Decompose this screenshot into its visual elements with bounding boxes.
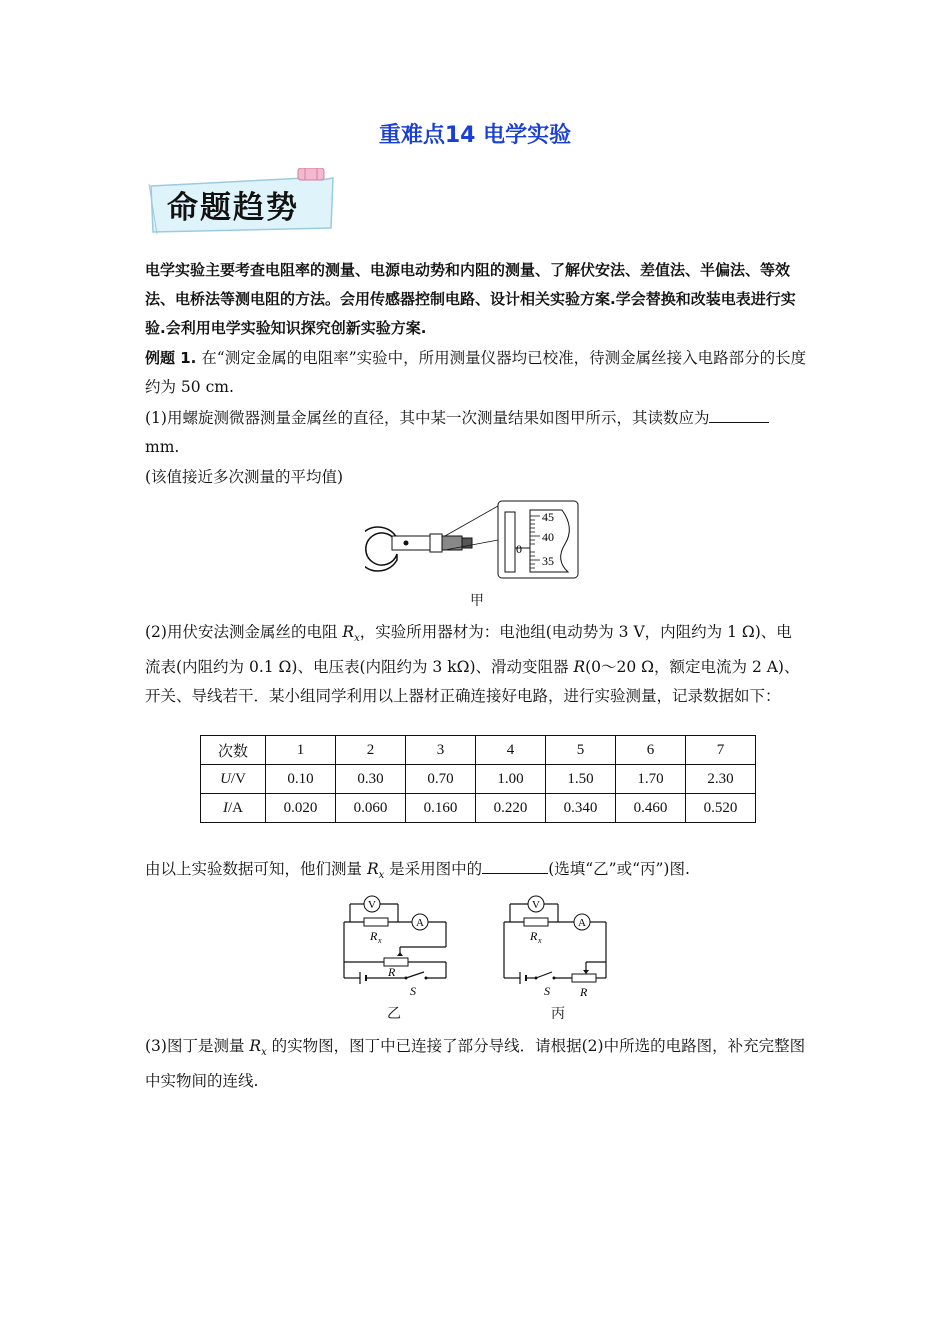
rx-subscript: x — [261, 1047, 267, 1059]
question-2-followup — [145, 855, 807, 890]
question-3-text-a: (3)图丁是测量 — [145, 1037, 250, 1055]
rheostat-label: R — [580, 985, 588, 999]
question-2-text-b: ，实验所用器材为：电池组(电动势为 3 V，内阻约为 1 Ω)、电流表(内阻约为 0.1 Ω)、电压表(内阻约为 3 kΩ)、滑动变阻器 — [145, 623, 792, 677]
question-1-unit: mm. — [145, 438, 180, 456]
rx-subscript: x — [354, 633, 360, 645]
table-cell: 1.50 — [546, 765, 616, 794]
question-2-text-c: (0～20 Ω，额定电流为 2 A)、开关、导线若干．某小组同学利用以上器材正确连接好电路，进行实验测量，记录数据如下： — [145, 658, 800, 706]
micrometer-thimble — [442, 536, 462, 550]
table-cell: 2.30 — [686, 765, 756, 794]
voltmeter-label: V — [532, 899, 540, 911]
table-cell: 0.30 — [336, 765, 406, 794]
table-row — [201, 765, 756, 794]
table-cell: 1.70 — [616, 765, 686, 794]
rx-label-sub: x — [378, 936, 382, 945]
voltmeter-label: V — [368, 899, 376, 911]
figure-caption-yi: 乙 — [387, 1006, 401, 1022]
table-cell: 7 — [686, 736, 756, 765]
circuit-yi — [340, 892, 455, 1002]
tick-45: 45 — [542, 510, 554, 524]
followup-text-b: 是采用图中的 — [384, 860, 483, 878]
table-cell: 0.340 — [546, 794, 616, 823]
question-1 — [145, 404, 807, 462]
question-1-note: (该值接近多次测量的平均值) — [145, 468, 344, 486]
page-title: 重难点14 电学实验 — [378, 123, 572, 148]
table-cell: 4 — [476, 736, 546, 765]
question-3 — [145, 1032, 807, 1096]
rx-symbol: R — [249, 1037, 262, 1055]
followup-text-c: (选填“乙”或“丙”)图. — [548, 860, 690, 878]
table-cell: 1.00 — [476, 765, 546, 794]
example-stem-text: 在“测定金属的电阻率”实验中，所用测量仪器均已校准，待测金属丝接入电路部分的长度约为 50 cm. — [145, 349, 807, 396]
example-label: 例题 1. — [145, 349, 197, 367]
followup-text-a: 由以上实验数据可知，他们测量 — [145, 860, 367, 878]
row-header-var: I — [223, 799, 228, 816]
tick-35: 35 — [542, 554, 554, 568]
answer-blank-1 — [709, 406, 769, 423]
table-cell: 0.160 — [406, 794, 476, 823]
table-cell: 0.460 — [616, 794, 686, 823]
ammeter-label: A — [578, 917, 586, 929]
table-cell: 6 — [616, 736, 686, 765]
rheostat-label: R — [388, 965, 396, 979]
data-table — [200, 735, 756, 823]
table-cell: 5 — [546, 736, 616, 765]
rx-label-sub: x — [538, 936, 542, 945]
table-cell: 3 — [406, 736, 476, 765]
switch-label: S — [410, 984, 416, 998]
r-symbol: R — [573, 658, 586, 677]
answer-blank-2 — [482, 857, 548, 874]
intro-paragraph: 电学实验主要考查电阻率的测量、电源电动势和内阻的测量、了解伏安法、差值法、半偏法、等效法、电桥法等测电阻的方法。会用传感器控制电路、设计相关实验方案.学会替换和改装电表进行实验.会利用电学实验知识探究创新实验方案. — [145, 261, 796, 337]
rheostat-symbol — [572, 974, 596, 982]
figure-caption-bing: 丙 — [551, 1006, 565, 1022]
question-2-text-a: (2)用伏安法测金属丝的电阻 — [145, 623, 343, 641]
section-banner — [145, 168, 340, 238]
row-header-unit: /A — [228, 799, 243, 816]
table-cell: 0.520 — [686, 794, 756, 823]
row-header — [201, 765, 266, 794]
circuit-bing — [500, 892, 615, 1002]
table-cell: 0.70 — [406, 765, 476, 794]
rx-label: R — [530, 929, 538, 943]
table-cell: 2 — [336, 736, 406, 765]
question-1-text: (1)用螺旋测微器测量金属丝的直径，其中某一次测量结果如图甲所示，其读数应为 — [145, 409, 710, 427]
resistor-rx-symbol — [364, 918, 388, 926]
example-stem — [145, 344, 807, 402]
figure-caption-jia: 甲 — [470, 593, 484, 609]
table-cell: 0.060 — [336, 794, 406, 823]
row-header-var: U — [220, 770, 231, 787]
rx-label: R — [370, 929, 378, 943]
banner-label: 命题趋势 — [167, 190, 299, 226]
table-cell: 0.10 — [266, 765, 336, 794]
rx-symbol: R — [366, 860, 379, 878]
row-header: 次数 — [201, 736, 266, 765]
question-2 — [145, 618, 807, 711]
rx-symbol: R — [342, 623, 355, 641]
tick-0: 0 — [516, 542, 522, 556]
table-cell: 0.220 — [476, 794, 546, 823]
table-cell: 0.020 — [266, 794, 336, 823]
micrometer-figure — [365, 498, 580, 580]
ammeter-label: A — [416, 917, 424, 929]
resistor-rx-symbol — [524, 918, 548, 926]
table-cell: 1 — [266, 736, 336, 765]
rx-subscript: x — [378, 870, 385, 882]
row-header-unit: /V — [230, 770, 246, 787]
row-header — [201, 794, 266, 823]
switch-label: S — [544, 984, 550, 998]
table-row — [201, 736, 756, 765]
tick-40: 40 — [542, 530, 554, 544]
table-row — [201, 794, 756, 823]
question-3-text-b: 的实物图，图丁中已连接了部分导线．请根据(2)中所选的电路图，补充完整图中实物间的连线. — [145, 1037, 806, 1091]
